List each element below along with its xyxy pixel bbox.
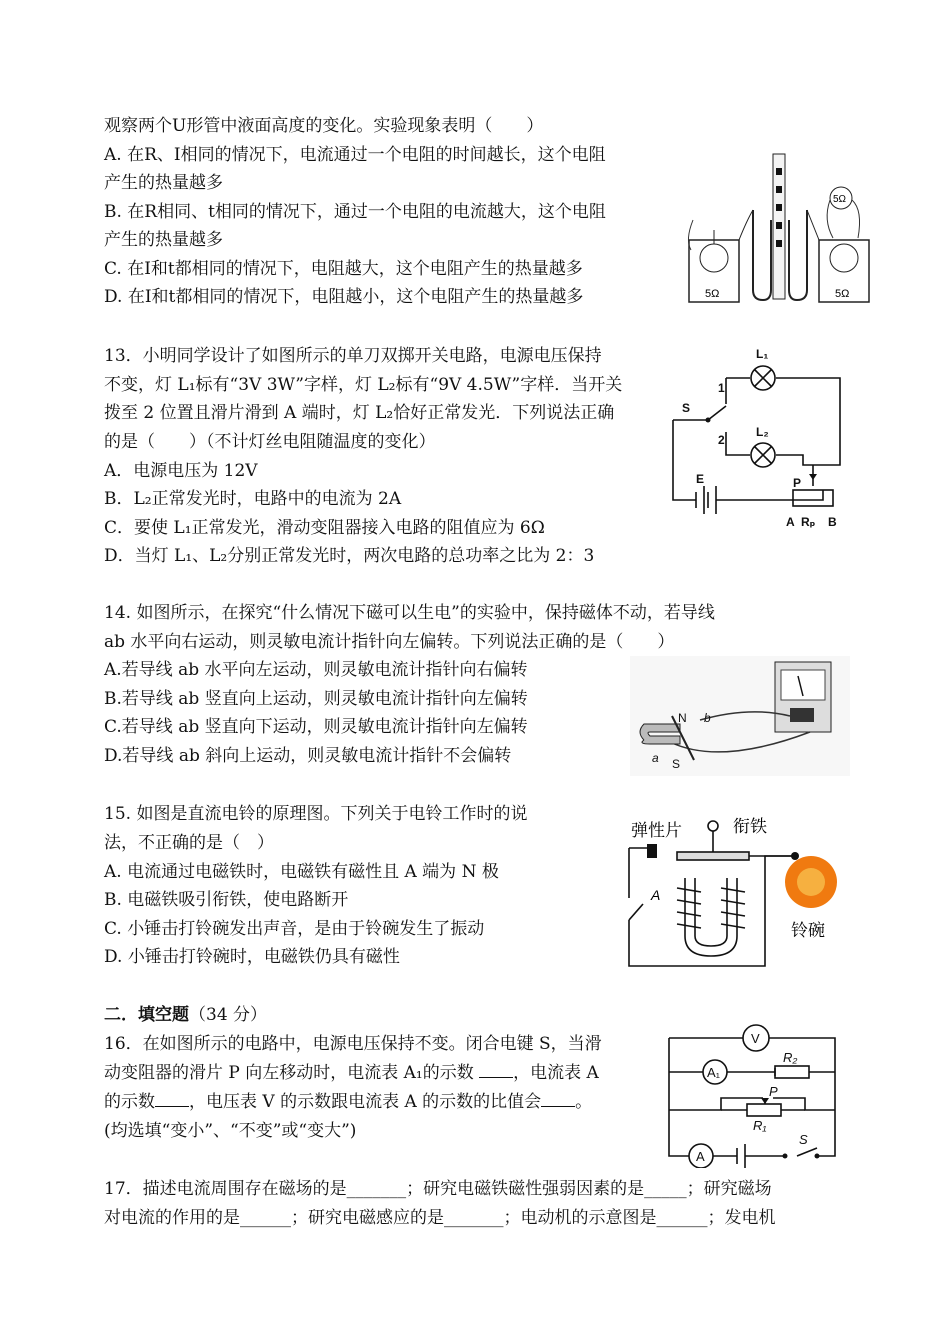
q15-bell-figure (615, 808, 847, 972)
section-heading (104, 1004, 267, 1026)
q17-line1: 17．描述电流周围存在磁场的是_______；研究电磁铁磁性强弱因素的是_____；研究磁场 (104, 1179, 772, 1199)
q12-option-b: B. 在R相同、t相同的情况下，通过一个电阻的电流越大，这个电阻 (104, 202, 606, 222)
q13-label-L1: L₁ (756, 347, 769, 361)
q13-option-a: A．电源电压为 12V (104, 461, 258, 481)
q16-label-R1: R₁ (753, 1118, 767, 1133)
q14-stem: 14. 如图所示，在探究“什么情况下磁可以生电”的实验中，保持磁体不动，若导线 (104, 603, 715, 623)
q13-label-pos2: 2 (718, 433, 725, 447)
q13-option-b: B．L₂正常发光时，电路中的电流为 2A (104, 489, 402, 509)
q16-text-end: 。 (575, 1092, 593, 1112)
q14-label-S: S (672, 757, 681, 771)
q14-option-b: B.若导线 ab 竖直向上运动，则灵敏电流计指针向左偏转 (104, 689, 528, 709)
q14-label-b: b (704, 711, 711, 725)
q15-label-bell: 铃碗 (791, 921, 825, 940)
q13-label-E: E (696, 472, 705, 486)
q16-label-A1: A₁ (707, 1065, 721, 1080)
q14-option-d: D.若导线 ab 斜向上运动，则灵敏电流计指针不会偏转 (104, 746, 512, 766)
q16-line3 (104, 1091, 592, 1113)
q12-label-left: 5Ω (705, 288, 720, 300)
q13-stem-4: 的是（ ）（不计灯丝电阻随温度的变化） (104, 432, 436, 452)
q16-blank-3[interactable] (541, 1106, 575, 1107)
q16-label-A: A (696, 1149, 705, 1164)
q14-option-a: A.若导线 ab 水平向左运动，则灵敏电流计指针向右偏转 (104, 660, 528, 680)
q13-stem: 13．小明同学设计了如图所示的单刀双掷开关电路，电源电压保持 (104, 346, 602, 366)
q16-line2 (104, 1062, 599, 1084)
q12-label-top: 5Ω (833, 194, 847, 205)
q15-option-d: D. 小锤击打铃碗时，电磁铁仍具有磁性 (104, 947, 400, 967)
q15-option-c: C. 小锤击打铃碗发出声音，是由于铃碗发生了振动 (104, 919, 485, 939)
section-score: （34 分） (189, 1005, 268, 1025)
q16-label-S: S (799, 1132, 808, 1147)
q15-label-spring: 弹性片 (631, 821, 682, 840)
q14-label-a: a (652, 751, 659, 765)
q16-stem: 16．在如图所示的电路中，电源电压保持不变。闭合电键 S，当滑 (104, 1034, 602, 1054)
q15-label-A: A (651, 887, 661, 903)
q13-label-A: A (786, 515, 795, 529)
q16-label-V: V (751, 1031, 760, 1046)
q12-utube-figure (683, 150, 873, 310)
q13-label-S: S (682, 401, 691, 415)
q12-option-a-cont: 产生的热量越多 (104, 173, 223, 193)
q13-circuit-figure (668, 340, 848, 532)
q13-label-Rp: Rₚ (801, 515, 816, 529)
q14-stem-2: ab 水平向右运动，则灵敏电流计指针向左偏转。下列说法正确的是（ ） (104, 632, 675, 652)
q12-option-b-cont: 产生的热量越多 (104, 230, 223, 250)
q12-label-right: 5Ω (835, 288, 850, 300)
q15-option-a: A. 电流通过电磁铁时，电磁铁有磁性且 A 端为 N 极 (104, 862, 499, 882)
q12-option-c: C. 在I和t都相同的情况下，电阻越大，这个电阻产生的热量越多 (104, 259, 583, 279)
q15-stem: 15. 如图是直流电铃的原理图。下列关于电铃工作时的说 (104, 804, 528, 824)
q16-text-a1: 动变阻器的滑片 P 向左移动时，电流表 A₁的示数 (104, 1063, 474, 1083)
q13-option-d: D．当灯 L₁、L₂分别正常发光时，两次电路的总功率之比为 2：3 (104, 546, 595, 566)
q16-text-a: ，电流表 A (513, 1063, 599, 1083)
q16-hint: (均选填“变小”、“不变”或“变大”) (104, 1121, 357, 1141)
q13-option-c: C．要使 L₁正常发光，滑动变阻器接入电路的阻值应为 6Ω (104, 518, 545, 538)
q16-text-a-value: 的示数 (104, 1092, 155, 1112)
q13-label-L2: L₂ (756, 425, 769, 439)
section-title: 二．填空题 (104, 1005, 189, 1025)
q15-option-b: B. 电磁铁吸引衔铁，使电路断开 (104, 890, 349, 910)
q12-stem: 观察两个U形管中液面高度的变化。实验现象表明（ ） (104, 116, 544, 136)
q13-stem-2: 不变，灯 L₁标有“3V 3W”字样，灯 L₂标有“9V 4.5W”字样．当开关 (104, 375, 623, 395)
q13-label-B: B (828, 515, 837, 529)
q17-line2: 对电流的作用的是______；研究电磁感应的是_______；电动机的示意图是______；发电机 (104, 1208, 776, 1228)
q16-label-P: P (769, 1084, 778, 1099)
q14-option-c: C.若导线 ab 竖直向下运动，则灵敏电流计指针向左偏转 (104, 717, 528, 737)
q13-stem-3: 拨至 2 位置且滑片滑到 A 端时，灯 L₂恰好正常发光．下列说法正确 (104, 403, 615, 423)
q14-label-N: N (678, 711, 687, 725)
q12-option-a: A. 在R、I相同的情况下，电流通过一个电阻的时间越长，这个电阻 (104, 145, 606, 165)
q16-circuit-figure (665, 1020, 845, 1168)
q15-label-armature: 衔铁 (733, 817, 767, 836)
q16-blank-2[interactable] (155, 1106, 189, 1107)
q16-text-ratio: ，电压表 V 的示数跟电流表 A 的示数的比值会 (189, 1092, 542, 1112)
q16-blank-1[interactable] (479, 1077, 513, 1078)
q12-option-d: D. 在I和t都相同的情况下，电阻越小，这个电阻产生的热量越多 (104, 287, 584, 307)
q14-induction-figure (630, 656, 850, 776)
q13-label-P: P (793, 476, 802, 490)
q16-label-R2: R₂ (783, 1050, 798, 1065)
q15-stem-2: 法，不正确的是（ ） (104, 833, 274, 853)
q13-label-pos1: 1 (718, 381, 725, 395)
